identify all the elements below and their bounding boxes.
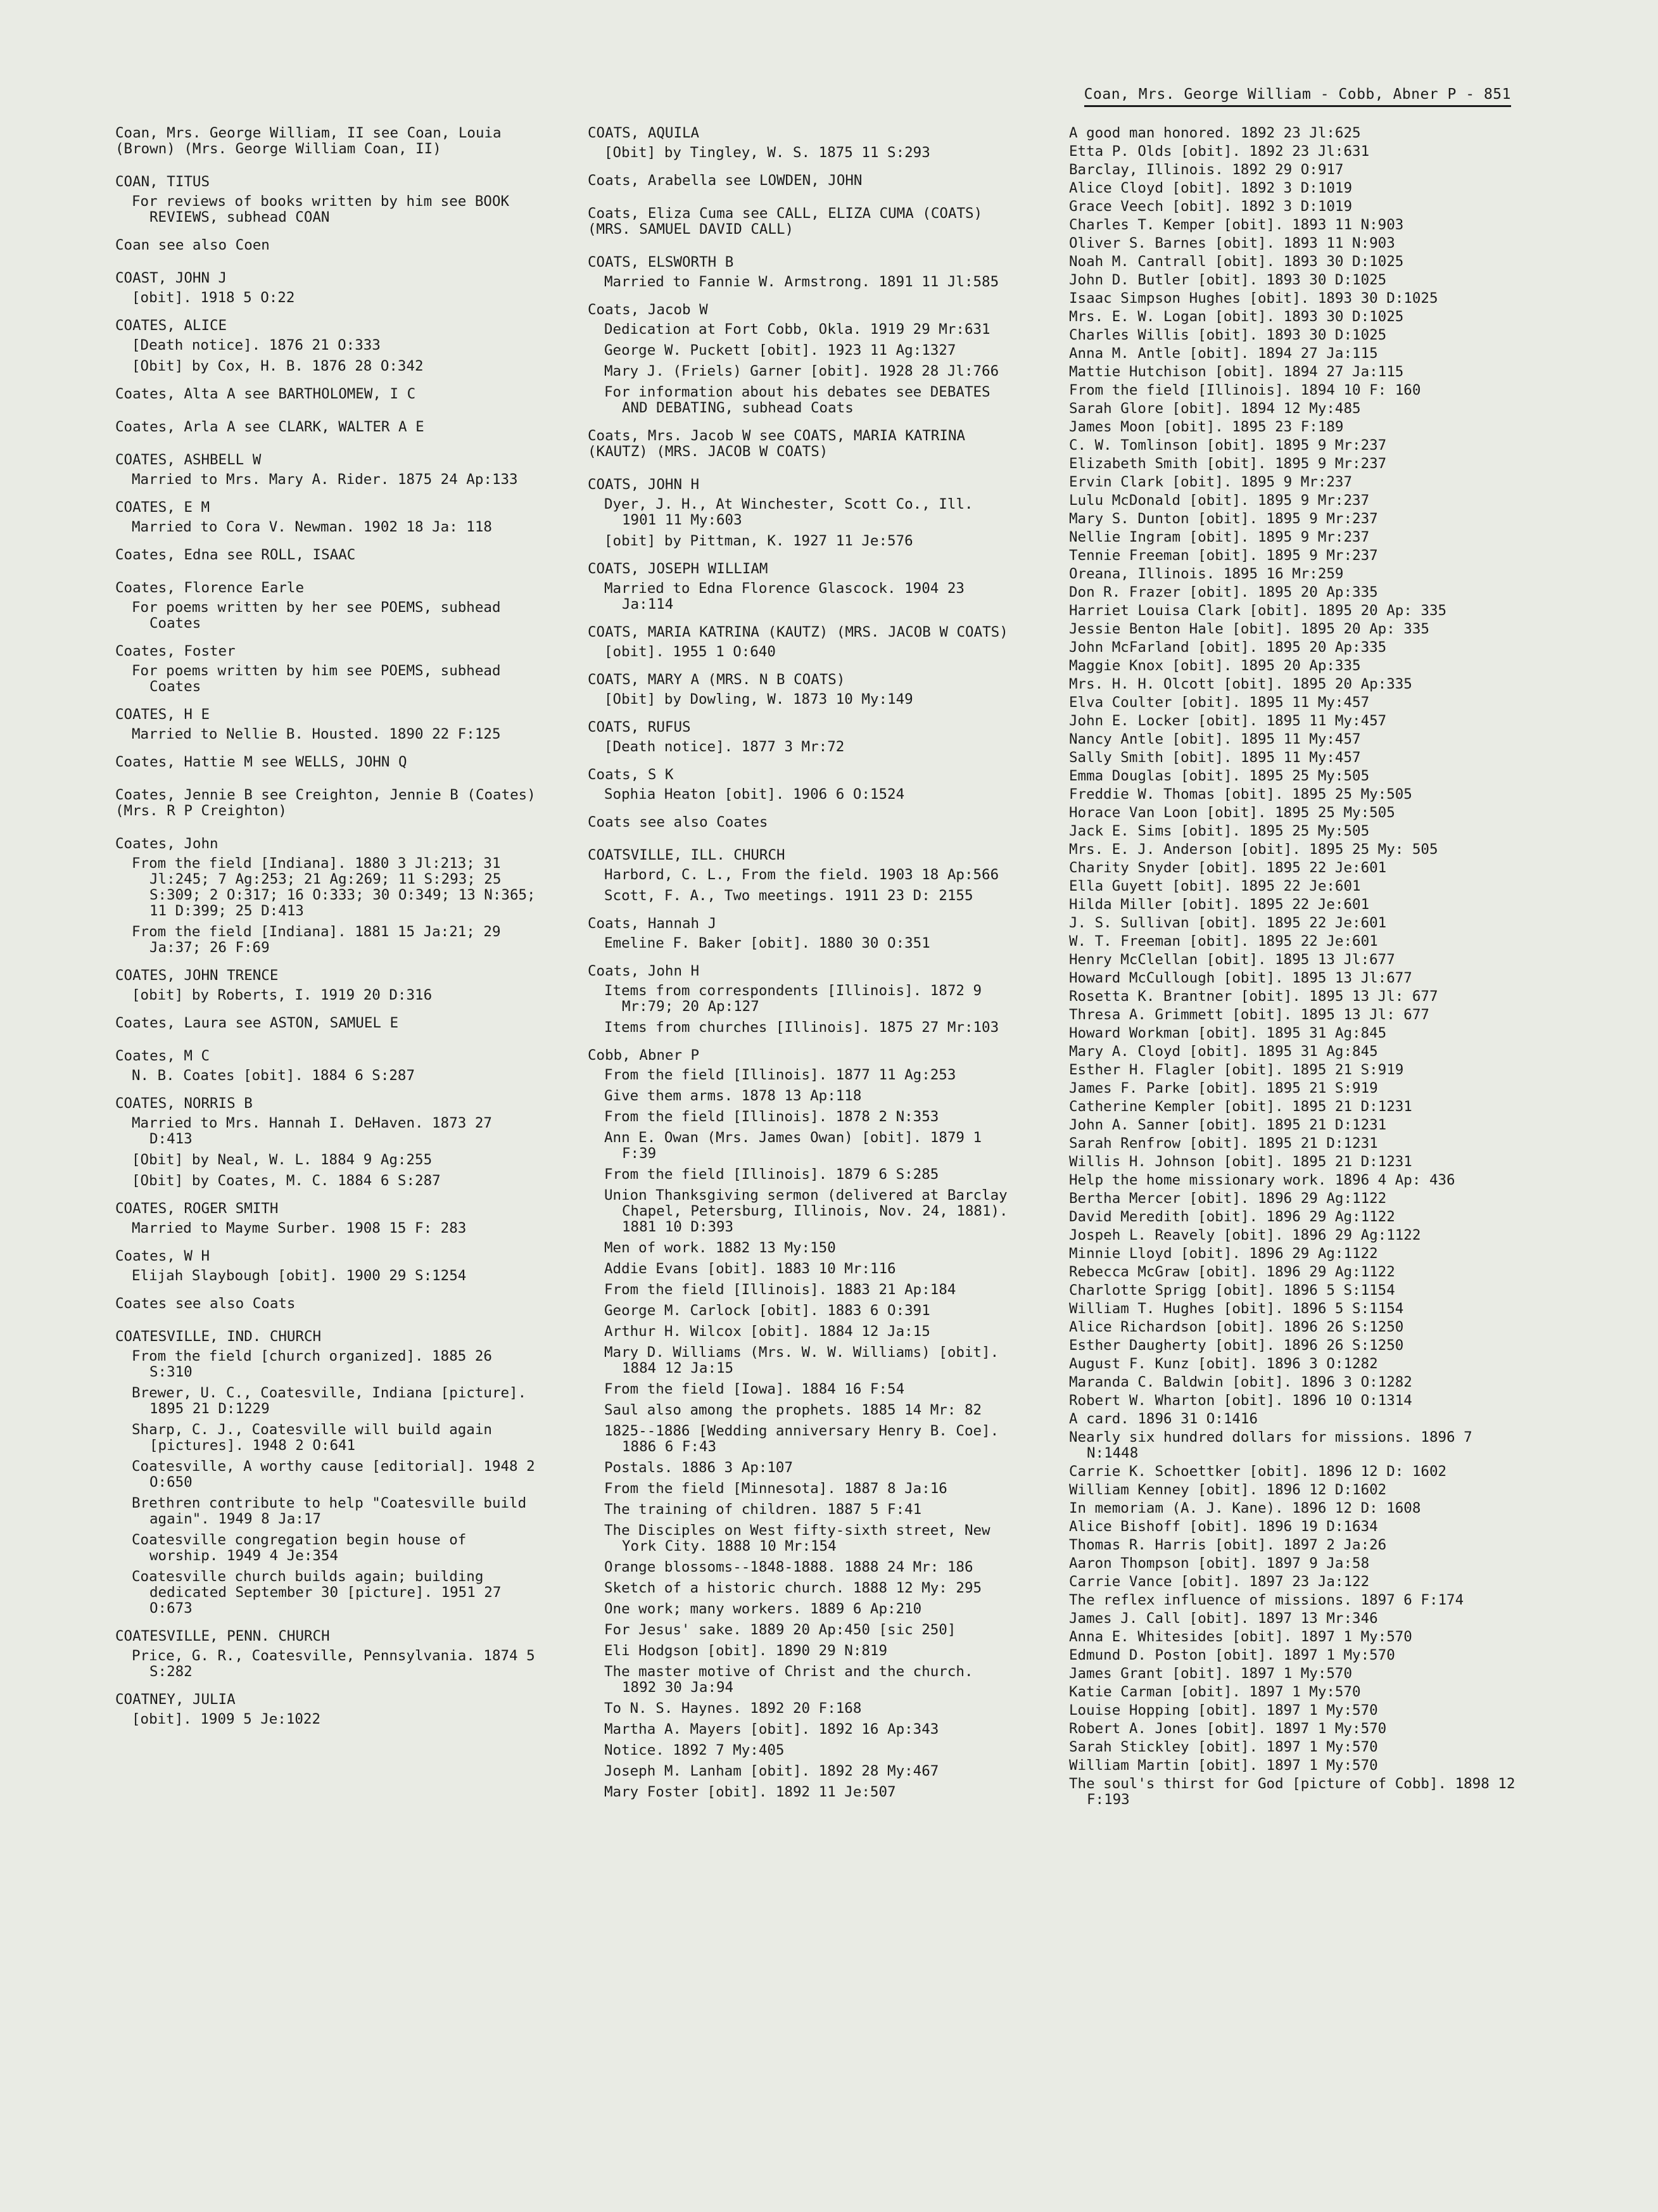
citation: Scott, F. A., Two meetings. 1911 23 D: 2155 — [604, 887, 973, 904]
citation: Rosetta K. Brantner [obit]. 1895 13 Jl: 677 — [1069, 988, 1438, 1005]
citation: Charles T. Kemper [obit]. 1893 11 N:903 — [1069, 217, 1404, 233]
entry-heading: Coates, W H — [115, 1248, 210, 1264]
citation: The Disciples on West fifty-sixth street, New York City. 1888 10 Mr:154 — [604, 1522, 990, 1554]
citation: Esther Daugherty [obit]. 1896 26 S:1250 — [1069, 1337, 1404, 1354]
citation: Mary A. Cloyd [obit]. 1895 31 Ag:845 — [1069, 1043, 1378, 1060]
citation: Married to Mrs. Mary A. Rider. 1875 24 Ap:133 — [132, 471, 518, 488]
citation: Mary J. (Friels) Garner [obit]. 1928 28 Jl:766 — [604, 363, 999, 379]
citation: [Death notice]. 1877 3 Mr:72 — [604, 739, 845, 755]
index-entry — [585, 561, 1016, 613]
entry-heading: Coats, Mrs. Jacob W see COATS, MARIA KATRINA (KAUTZ) (MRS. JACOB W COATS) — [588, 428, 966, 460]
index-entry — [113, 419, 543, 435]
entry-heading: Coats, Arabella see LOWDEN, JOHN — [588, 172, 863, 189]
index-entry — [113, 968, 543, 1003]
citation: James F. Parke [obit]. 1895 21 S:919 — [1069, 1080, 1378, 1096]
entry-heading: Coats, John H — [588, 963, 700, 979]
citation: Ann E. Owan (Mrs. James Owan) [obit]. 1879 1 F:39 — [604, 1129, 982, 1162]
citation: From the field [Illinois]. 1879 6 S:285 — [604, 1166, 939, 1183]
entry-heading: COATS, MARIA KATRINA (KAUTZ) (MRS. JACOB W COATS) — [588, 624, 1008, 640]
citation: Orange blossoms--1848-1888. 1888 24 Mr: 186 — [604, 1559, 973, 1575]
citation: W. T. Freeman [obit]. 1895 22 Je:601 — [1069, 933, 1378, 950]
entry-heading: COATES, JOHN TRENCE — [115, 967, 279, 984]
entry-heading: Cobb, Abner P — [588, 1047, 700, 1064]
citation: Items from churches [Illinois]. 1875 27 Mr:103 — [604, 1019, 999, 1036]
citation: Charlotte Sprigg [obit]. 1896 5 S:1154 — [1069, 1282, 1395, 1299]
citation: Don R. Frazer [obit]. 1895 20 Ap:335 — [1069, 584, 1378, 601]
citation: Harriet Louisa Clark [obit]. 1895 20 Ap: 335 — [1069, 602, 1447, 619]
citation: Ella Guyett [obit]. 1895 22 Je:601 — [1069, 878, 1361, 894]
citation: Mrs. E. J. Anderson [obit]. 1895 25 My: 505 — [1069, 841, 1438, 858]
citation: Oliver S. Barnes [obit]. 1893 11 N:903 — [1069, 235, 1395, 251]
citation: From the field [Illinois]. 1883 21 Ap:184 — [604, 1281, 956, 1298]
entry-heading: Coates, Edna see ROLL, ISAAC — [115, 547, 356, 563]
citation: William T. Hughes [obit]. 1896 5 S:1154 — [1069, 1300, 1404, 1317]
citation: Dyer, J. H., At Winchester, Scott Co., Ill. 1901 11 My:603 — [604, 496, 973, 528]
entry-heading: COATES, ROGER SMITH — [115, 1200, 279, 1217]
citation: Oreana, Illinois. 1895 16 Mr:259 — [1069, 566, 1344, 582]
citation: Elijah Slaybough [obit]. 1900 29 S:1254 — [132, 1268, 467, 1284]
citation: Charles Willis [obit]. 1893 30 D:1025 — [1069, 327, 1387, 343]
entry-heading: Coats, S K — [588, 766, 674, 783]
citation: Maggie Knox [obit]. 1895 20 Ap:335 — [1069, 658, 1361, 674]
citation: Catherine Kempler [obit]. 1895 21 D:1231 — [1069, 1098, 1412, 1115]
citation: Hilda Miller [obit]. 1895 22 Je:601 — [1069, 896, 1370, 913]
entry-heading: Coates, Florence Earle — [115, 580, 305, 596]
entry-heading: Coates, Alta A see BARTHOLOMEW, I C — [115, 386, 416, 402]
index-entry — [113, 836, 543, 956]
citation: Alice Bishoff [obit]. 1896 19 D:1634 — [1069, 1518, 1378, 1535]
citation: George M. Carlock [obit]. 1883 6 O:391 — [604, 1302, 930, 1319]
citation: Dedication at Fort Cobb, Okla. 1919 29 Mr:631 — [604, 321, 990, 338]
entry-heading: Coates, Laura see ASTON, SAMUEL E — [115, 1015, 399, 1031]
index-entry — [113, 386, 543, 402]
citation: A card. 1896 31 O:1416 — [1069, 1411, 1258, 1427]
citation: Mary Foster [obit]. 1892 11 Je:507 — [604, 1784, 896, 1800]
entry-heading: Coates, Hattie M see WELLS, JOHN Q — [115, 754, 407, 770]
citation: Howard McCullough [obit]. 1895 13 Jl:677 — [1069, 970, 1412, 986]
index-entry — [585, 255, 1016, 290]
citation: From the field [Indiana]. 1880 3 Jl:213; 31 Jl:245; 7 Ag:253; 21 Ag:269; 11 S:293; 25 S:309; 2 O:317; 16 O:333; 30 O:349; 13 N:365; 11 D:399; 25 D:413 — [132, 855, 536, 919]
citation: Coatesville congregation begin house of worship. 1949 4 Je:354 — [132, 1532, 467, 1564]
entry-heading: COATNEY, JULIA — [115, 1691, 236, 1708]
index-entry — [585, 477, 1016, 549]
citation: George W. Puckett [obit]. 1923 11 Ag:1327 — [604, 342, 956, 359]
page-header: Coan, Mrs. George William - Cobb, Abner P - 851 — [1084, 86, 1511, 107]
citation: Sally Smith [obit]. 1895 11 My:457 — [1069, 749, 1361, 766]
index-entry — [113, 1329, 543, 1617]
index-entry — [113, 318, 543, 374]
citation: James Grant [obit]. 1897 1 My:570 — [1069, 1665, 1353, 1682]
entry-heading: Coates, Arla A see CLARK, WALTER A E — [115, 419, 424, 435]
index-entry — [585, 916, 1016, 951]
citation: Elizabeth Smith [obit]. 1895 9 Mr:237 — [1069, 455, 1387, 472]
citation: Lulu McDonald [obit]. 1895 9 Mr:237 — [1069, 492, 1370, 509]
entry-heading: COAST, JOHN J — [115, 270, 227, 286]
citation: Married to Fannie W. Armstrong. 1891 11 Jl:585 — [604, 274, 999, 290]
citation: For Jesus' sake. 1889 20 Ap:450 [sic 250] — [604, 1622, 956, 1638]
citation: [Obit] by Coates, M. C. 1884 6 S:287 — [132, 1173, 441, 1189]
citation: [obit]. 1909 5 Je:1022 — [132, 1711, 321, 1727]
entry-heading: COATS, AQUILA — [588, 125, 700, 141]
citation: Jessie Benton Hale [obit]. 1895 20 Ap: 335 — [1069, 621, 1429, 637]
citation: To N. S. Haynes. 1892 20 F:168 — [604, 1700, 862, 1717]
citation: Nellie Ingram [obit]. 1895 9 Mr:237 — [1069, 529, 1370, 545]
citation: Coatesville, A worthy cause [editorial]. 1948 2 O:650 — [132, 1458, 535, 1491]
citation: From the field [Minnesota]. 1887 8 Ja:16 — [604, 1480, 947, 1497]
index-entry — [113, 1201, 543, 1236]
index-entry — [113, 547, 543, 563]
citation: Emma Douglas [obit]. 1895 25 My:505 — [1069, 768, 1370, 784]
citation: Willis H. Johnson [obit]. 1895 21 D:1231 — [1069, 1154, 1412, 1170]
citation: Esther H. Flagler [obit]. 1895 21 S:919 — [1069, 1062, 1404, 1078]
citation: Nancy Antle [obit]. 1895 11 My:457 — [1069, 731, 1361, 747]
citation: Coatesville church builds again; building dedicated September 30 [picture]. 1951 27 O:673 — [132, 1568, 502, 1617]
index-entry — [585, 1048, 1016, 1800]
citation: James Moon [obit]. 1895 23 F:189 — [1069, 419, 1344, 435]
citation: Married to Cora V. Newman. 1902 18 Ja: 118 — [132, 519, 492, 535]
citation: Thresa A. Grimmett [obit]. 1895 13 Jl: 677 — [1069, 1007, 1429, 1023]
index-entry — [113, 580, 543, 632]
citation: Freddie W. Thomas [obit]. 1895 25 My:505 — [1069, 786, 1412, 803]
citation: Grace Veech [obit]. 1892 3 D:1019 — [1069, 198, 1353, 215]
citation: Brethren contribute to help "Coatesville build again". 1949 8 Ja:17 — [132, 1495, 527, 1527]
citation: Aaron Thompson [obit]. 1897 9 Ja:58 — [1069, 1555, 1370, 1572]
column-2 — [585, 125, 1016, 1812]
entry-heading: Coates, Jennie B see Creighton, Jennie B (Coates) (Mrs. R P Creighton) — [115, 787, 536, 819]
index-entry — [113, 754, 543, 770]
index-entry — [113, 500, 543, 535]
citation: James J. Call [obit]. 1897 13 Mr:346 — [1069, 1610, 1378, 1627]
citation: Joseph M. Lanham [obit]. 1892 28 My:467 — [604, 1763, 939, 1779]
index-entry — [113, 1249, 543, 1284]
entry-heading: COATES, ASHBELL W — [115, 452, 262, 468]
citation: Married to Edna Florence Glascock. 1904 23 Ja:114 — [604, 580, 965, 613]
citation: William Martin [obit]. 1897 1 My:570 — [1069, 1757, 1378, 1774]
citation: John E. Locker [obit]. 1895 11 My:457 — [1069, 713, 1387, 729]
index-entry — [585, 963, 1016, 1036]
index-entry — [585, 720, 1016, 755]
citation: In memoriam (A. J. Kane). 1896 12 D: 1608 — [1069, 1500, 1421, 1516]
index-entry — [585, 767, 1016, 803]
index-entry — [113, 1015, 543, 1031]
entry-heading: Coates see also Coats — [115, 1295, 296, 1312]
entry-heading: Coates, M C — [115, 1048, 210, 1064]
column-3 — [1069, 125, 1525, 1810]
index-entry — [113, 174, 543, 226]
citation: N. B. Coates [obit]. 1884 6 S:287 — [132, 1067, 415, 1084]
citation: C. W. Tomlinson [obit]. 1895 9 Mr:237 — [1069, 437, 1387, 454]
index-entry — [113, 1629, 543, 1680]
citation: Harbord, C. L., From the field. 1903 18 Ap:566 — [604, 867, 999, 883]
citation: [Obit] by Neal, W. L. 1884 9 Ag:255 — [132, 1152, 433, 1168]
citation: [Obit] by Tingley, W. S. 1875 11 S:293 — [604, 144, 930, 161]
index-entry — [113, 270, 543, 306]
citation: Alice Richardson [obit]. 1896 26 S:1250 — [1069, 1319, 1404, 1335]
citation: John D. Butler [obit]. 1893 30 D:1025 — [1069, 272, 1387, 288]
citation: Jack E. Sims [obit]. 1895 25 My:505 — [1069, 823, 1370, 839]
citation: [obit] by Roberts, I. 1919 20 D:316 — [132, 987, 433, 1003]
citation: Horace Van Loon [obit]. 1895 25 My:505 — [1069, 804, 1395, 821]
citation: Addie Evans [obit]. 1883 10 Mr:116 — [604, 1261, 896, 1277]
citation: Noah M. Cantrall [obit]. 1893 30 D:1025 — [1069, 253, 1404, 270]
citation: Men of work. 1882 13 My:150 — [604, 1240, 836, 1256]
entry-heading: COATS, ELSWORTH B — [588, 254, 734, 270]
column-1 — [113, 125, 543, 1739]
citation: The training of children. 1887 5 F:41 — [604, 1501, 922, 1518]
citation: From the field [Illinois]. 1878 2 N:353 — [604, 1109, 939, 1125]
index-entry — [585, 815, 1016, 830]
index-entry — [585, 302, 1016, 416]
index-entry — [585, 672, 1016, 708]
citation: Help the home missionary work. 1896 4 Ap: 436 — [1069, 1172, 1455, 1188]
citation: Sarah Stickley [obit]. 1897 1 My:570 — [1069, 1739, 1378, 1755]
index-entry — [113, 644, 543, 695]
citation: Mary S. Dunton [obit]. 1895 9 Mr:237 — [1069, 511, 1378, 527]
citation: Notice. 1892 7 My:405 — [604, 1742, 785, 1758]
entry-heading: Coats, Hannah J — [588, 915, 717, 932]
citation: From the field [church organized]. 1885 26 S:310 — [132, 1348, 492, 1380]
citation: For information about his debates see DEBATES AND DEBATING, subhead Coats — [604, 384, 990, 416]
entry-heading: COATS, RUFUS — [588, 719, 691, 735]
entry-heading: COATSVILLE, ILL. CHURCH — [588, 847, 785, 863]
index-entry — [113, 707, 543, 742]
citation: A good man honored. 1892 23 Jl:625 — [1069, 125, 1361, 141]
index-entry — [113, 1048, 543, 1084]
index-entry — [585, 625, 1016, 660]
citation: The reflex influence of missions. 1897 6 F:174 — [1069, 1592, 1464, 1608]
index-entry — [113, 125, 543, 157]
entry-heading: COATES, NORRIS B — [115, 1095, 253, 1112]
citation: Married to Nellie B. Housted. 1890 22 F:125 — [132, 726, 501, 742]
citation: [obit]. 1918 5 O:22 — [132, 289, 295, 306]
citation: Henry McClellan [obit]. 1895 13 Jl:677 — [1069, 951, 1395, 968]
citation: Alice Cloyd [obit]. 1892 3 D:1019 — [1069, 180, 1353, 196]
entry-heading: Coates, Foster — [115, 643, 236, 659]
entry-heading: COATS, JOSEPH WILLIAM — [588, 561, 768, 577]
citation: David Meredith [obit]. 1896 29 Ag:1122 — [1069, 1209, 1395, 1225]
citation: [Death notice]. 1876 21 O:333 — [132, 337, 381, 353]
citation: Katie Carman [obit]. 1897 1 My:570 — [1069, 1684, 1361, 1700]
citation: Edmund D. Poston [obit]. 1897 1 My:570 — [1069, 1647, 1395, 1663]
citation: Give them arms. 1878 13 Ap:118 — [604, 1088, 862, 1104]
citation: Anna M. Antle [obit]. 1894 27 Ja:115 — [1069, 345, 1378, 362]
citation: Postals. 1886 3 Ap:107 — [604, 1459, 794, 1476]
index-entry — [585, 125, 1016, 161]
citation: Jospeh L. Reavely [obit]. 1896 29 Ag:1122 — [1069, 1227, 1421, 1243]
citation: For poems written by him see POEMS, subhead Coates — [132, 663, 501, 695]
citation: Tennie Freeman [obit]. 1895 9 Mr:237 — [1069, 547, 1378, 564]
index-entry — [585, 428, 1016, 460]
citation: Maranda C. Baldwin [obit]. 1896 3 O:1282 — [1069, 1374, 1412, 1390]
citation: J. S. Sullivan [obit]. 1895 22 Je:601 — [1069, 915, 1387, 931]
citation: Sketch of a historic church. 1888 12 My: 295 — [604, 1580, 982, 1596]
entry-heading: Coats, Jacob W — [588, 302, 708, 318]
citation: Married to Mrs. Hannah I. DeHaven. 1873 27 D:413 — [132, 1115, 492, 1147]
citation: Carrie Vance [obit]. 1897 23 Ja:122 — [1069, 1573, 1370, 1590]
citation: From the field [Illinois]. 1894 10 F: 160 — [1069, 382, 1421, 398]
index-entry — [113, 1692, 543, 1727]
citation: Mary D. Williams (Mrs. W. W. Williams) [obit]. 1884 12 Ja:15 — [604, 1344, 999, 1376]
citation: One work; many workers. 1889 6 Ap:210 — [604, 1601, 922, 1617]
citation: Nearly six hundred dollars for missions. 1896 7 N:1448 — [1069, 1429, 1472, 1461]
citation: Anna E. Whitesides [obit]. 1897 1 My:570 — [1069, 1629, 1412, 1645]
citation: Rebecca McGraw [obit]. 1896 29 Ag:1122 — [1069, 1264, 1395, 1280]
citation: Mrs. E. W. Logan [obit]. 1893 30 D:1025 — [1069, 308, 1404, 325]
citation: Louise Hopping [obit]. 1897 1 My:570 — [1069, 1702, 1378, 1719]
entry-heading: COATS, MARY A (MRS. N B COATS) — [588, 671, 845, 688]
citation: From the field [Indiana]. 1881 15 Ja:21; 29 Ja:37; 26 F:69 — [132, 924, 501, 956]
index-entry — [113, 452, 543, 488]
citation: [obit]. 1955 1 O:640 — [604, 644, 776, 660]
citation: Ervin Clark [obit]. 1895 9 Mr:237 — [1069, 474, 1353, 490]
citation: Robert A. Jones [obit]. 1897 1 My:570 — [1069, 1720, 1387, 1737]
citation: Saul also among the prophets. 1885 14 Mr: 82 — [604, 1402, 982, 1418]
citation: John A. Sanner [obit]. 1895 21 D:1231 — [1069, 1117, 1387, 1133]
citation: For poems written by her see POEMS, subhead Coates — [132, 599, 501, 632]
citation: Charity Snyder [obit]. 1895 22 Je:601 — [1069, 860, 1387, 876]
citation: Union Thanksgiving sermon (delivered at Barclay Chapel, Petersburg, Illinois, Nov. 24, 1881). 1881 10 D:393 — [604, 1187, 1008, 1235]
citation: [Obit] by Dowling, W. 1873 10 My:149 — [604, 691, 913, 708]
citation: Martha A. Mayers [obit]. 1892 16 Ap:343 — [604, 1721, 939, 1738]
citation: From the field [Illinois]. 1877 11 Ag:253 — [604, 1067, 956, 1083]
entry-heading: COATESVILLE, PENN. CHURCH — [115, 1628, 330, 1644]
citation: Bertha Mercer [obit]. 1896 29 Ag:1122 — [1069, 1190, 1387, 1207]
citation: Sarah Renfrow [obit]. 1895 21 D:1231 — [1069, 1135, 1378, 1152]
citation: Carrie K. Schoettker [obit]. 1896 12 D: 1602 — [1069, 1463, 1447, 1480]
citation: The soul's thirst for God [picture of Cobb]. 1898 12 F:193 — [1069, 1776, 1516, 1808]
citation: Robert W. Wharton [obit]. 1896 10 O:1314 — [1069, 1392, 1412, 1409]
entry-heading: Coan, Mrs. George William, II see Coan, Louia (Brown) (Mrs. George William Coan, II) — [115, 125, 502, 157]
citation: Married to Mayme Surber. 1908 15 F: 283 — [132, 1220, 467, 1236]
citation: August F. Kunz [obit]. 1896 3 O:1282 — [1069, 1356, 1378, 1372]
entry-heading: Coats, Eliza Cuma see CALL, ELIZA CUMA (COATS) (MRS. SAMUEL DAVID CALL) — [588, 205, 983, 238]
citation: Arthur H. Wilcox [obit]. 1884 12 Ja:15 — [604, 1323, 930, 1340]
citation: Eli Hodgson [obit]. 1890 29 N:819 — [604, 1643, 888, 1659]
citation: Howard Workman [obit]. 1895 31 Ag:845 — [1069, 1025, 1387, 1041]
entry-heading: COATESVILLE, IND. CHURCH — [115, 1328, 322, 1345]
citation: Price, G. R., Coatesville, Pennsylvania. 1874 5 S:282 — [132, 1648, 535, 1680]
citation: For reviews of books written by him see BOOK REVIEWS, subhead COAN — [132, 193, 510, 226]
citation: Elva Coulter [obit]. 1895 11 My:457 — [1069, 694, 1370, 711]
citation: Etta P. Olds [obit]. 1892 23 Jl:631 — [1069, 143, 1370, 160]
entry-heading: Coats see also Coates — [588, 814, 768, 830]
index-entry — [113, 1096, 543, 1189]
citation: The master motive of Christ and the church. 1892 30 Ja:94 — [604, 1663, 973, 1696]
entry-heading: COATES, E M — [115, 499, 210, 516]
citation: Thomas R. Harris [obit]. 1897 2 Ja:26 — [1069, 1537, 1387, 1553]
index-entry — [585, 173, 1016, 189]
citation: [Obit] by Cox, H. B. 1876 28 O:342 — [132, 358, 424, 374]
citation: Brewer, U. C., Coatesville, Indiana [picture]. 1895 21 D:1229 — [132, 1385, 527, 1417]
index-entry — [113, 1296, 543, 1312]
entry-heading: Coates, John — [115, 836, 218, 852]
index-entry — [585, 206, 1016, 238]
citation: Sarah Glore [obit]. 1894 12 My:485 — [1069, 400, 1361, 417]
index-entry — [113, 238, 543, 253]
citation: Barclay, Illinois. 1892 29 O:917 — [1069, 162, 1344, 178]
citation: Sophia Heaton [obit]. 1906 6 O:1524 — [604, 786, 905, 803]
citation: Emeline F. Baker [obit]. 1880 30 O:351 — [604, 935, 930, 951]
entry-heading: Coan see also Coen — [115, 237, 270, 253]
citation: Mrs. H. H. Olcott [obit]. 1895 20 Ap:335 — [1069, 676, 1412, 692]
citation: William Kenney [obit]. 1896 12 D:1602 — [1069, 1482, 1387, 1498]
citation: Minnie Lloyd [obit]. 1896 29 Ag:1122 — [1069, 1245, 1378, 1262]
citation: Isaac Simpson Hughes [obit]. 1893 30 D:1025 — [1069, 290, 1438, 307]
index-entry — [113, 787, 543, 819]
citation: Mattie Hutchison [obit]. 1894 27 Ja:115 — [1069, 364, 1404, 380]
index-entry — [585, 848, 1016, 904]
citation: From the field [Iowa]. 1884 16 F:54 — [604, 1381, 905, 1397]
citation: Sharp, C. J., Coatesville will build again [pictures]. 1948 2 O:641 — [132, 1421, 492, 1454]
citation: Items from correspondents [Illinois]. 1872 9 Mr:79; 20 Ap:127 — [604, 982, 982, 1015]
citation: 1825--1886 [Wedding anniversary Henry B. Coe]. 1886 6 F:43 — [604, 1423, 999, 1455]
entry-heading: COAN, TITUS — [115, 174, 210, 190]
citation: [obit] by Pittman, K. 1927 11 Je:576 — [604, 533, 913, 549]
entry-heading: COATS, JOHN H — [588, 476, 700, 493]
entry-heading: COATES, ALICE — [115, 317, 227, 334]
entry-heading: COATES, H E — [115, 706, 210, 723]
citation: John McFarland [obit]. 1895 20 Ap:335 — [1069, 639, 1387, 656]
